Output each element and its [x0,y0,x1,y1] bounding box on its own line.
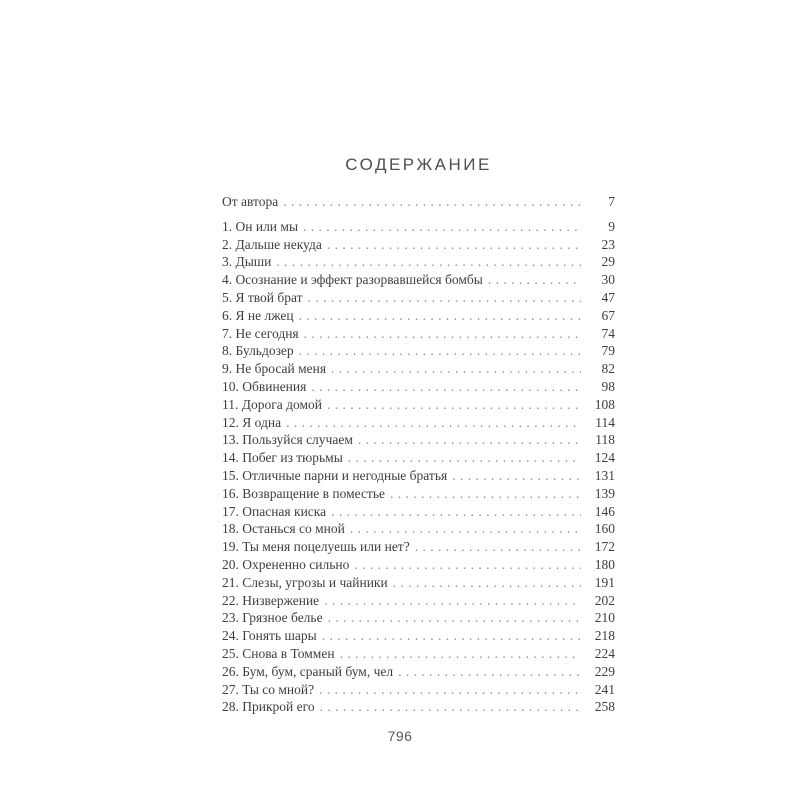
toc-row [222,681,615,699]
toc-row [222,645,615,663]
toc-row-preface [222,193,615,211]
dot-leader [286,414,581,432]
dot-leader [331,360,581,378]
dot-leader [398,663,581,681]
toc-entry-label: 1. Он или мы [222,218,299,234]
dot-leader [327,396,581,414]
toc-row [222,663,615,681]
toc-entry-page: 29 [601,254,615,270]
toc-row [222,449,615,467]
dot-leader [350,520,581,538]
toc-entry-label: От автора [222,194,279,209]
dot-leader [415,538,581,556]
dot-leader [304,325,581,343]
toc-row [222,485,615,503]
toc-entry-page: 258 [594,699,615,715]
toc-row [222,271,615,289]
toc-entry-label: 14. Побег из тюрьмы [222,450,343,466]
toc-entry-label: 20. Охрененно сильно [222,556,350,572]
toc-entry-label: 17. Опасная киска [222,503,327,519]
toc-entry-label: 25. Снова в Томмен [222,645,335,661]
toc-entry-page: 131 [594,467,615,483]
toc-entry-label: 7. Не сегодня [222,325,299,341]
toc-row [222,592,615,610]
toc-entry-label: 5. Я твой брат [222,289,303,305]
dot-leader [308,289,581,307]
toc-row [222,360,615,378]
dot-leader [354,556,581,574]
toc-entry-page: 229 [594,663,615,679]
toc-entry-page: 108 [594,396,615,412]
toc-row [222,414,615,432]
toc-entry-page: 124 [594,450,615,466]
toc-entry-page: 47 [601,289,615,305]
toc-entry-page: 98 [601,378,615,394]
toc-row [222,556,615,574]
toc-entry-label: 9. Не бросай меня [222,361,327,377]
toc-row [222,342,615,360]
toc-entry-label: 15. Отличные парни и негодные братья [222,467,448,483]
toc-entry-page: 218 [594,628,615,644]
toc-list [222,193,615,716]
toc-entry-label: 21. Слезы, угрозы и чайники [222,574,388,590]
toc-row [222,609,615,627]
toc-entry-page: 139 [594,485,615,501]
toc-entry-label: 24. Гонять шары [222,628,317,644]
toc-row [222,396,615,414]
dot-leader [340,645,581,663]
toc-entry-label: 28. Прикрой его [222,699,315,715]
dot-leader [283,193,581,211]
toc-entry-page: 79 [601,343,615,359]
toc-entry-label: 23. Грязное белье [222,610,323,626]
toc-entry-page: 7 [608,194,615,209]
dot-leader [320,698,581,716]
toc-entry-page: 114 [595,414,615,430]
dot-leader [299,307,581,325]
dot-leader [322,627,581,645]
toc-entry-label: 26. Бум, бум, сраный бум, чел [222,663,394,679]
toc-row [222,698,615,716]
dot-leader [324,592,581,610]
toc-entry-label: 3. Дыши [222,254,272,270]
toc-entry-label: 27. Ты со мной? [222,681,315,697]
toc-entry-label: 16. Возвращение в поместье [222,485,386,501]
toc-entry-page: 146 [594,503,615,519]
dot-leader [331,503,581,521]
page-number: 796 [387,728,413,744]
dot-leader [348,449,581,467]
toc-row [222,627,615,645]
dot-leader [452,467,581,485]
dot-leader [488,271,581,289]
toc-entry-page: 224 [594,645,615,661]
toc-entry-page: 118 [595,432,615,448]
toc-row [222,538,615,556]
dot-leader [393,574,581,592]
toc-row [222,307,615,325]
toc-entry-page: 180 [594,556,615,572]
toc-title: СОДЕРЖАНИЕ [345,155,492,174]
toc-row [222,378,615,396]
toc-entry-page: 23 [601,236,615,252]
dot-leader [276,253,581,271]
toc-chapters [222,218,615,716]
dot-leader [328,609,581,627]
toc-row [222,431,615,449]
toc-content [222,155,615,716]
toc-entry-label: 19. Ты меня поцелуешь или нет? [222,539,410,555]
toc-entry-label: 4. Осознание и эффект разорвавшейся бомбы [222,272,483,288]
toc-row [222,236,615,254]
dot-leader [319,681,581,699]
toc-row [222,289,615,307]
toc-entry-page: 82 [601,361,615,377]
toc-entry-page: 241 [594,681,615,697]
toc-entry-label: 11. Дорога домой [222,396,322,412]
dot-leader [311,378,581,396]
toc-row [222,503,615,521]
dot-leader [390,485,581,503]
toc-entry-label: 6. Я не лжец [222,307,294,323]
toc-entry-page: 74 [601,325,615,341]
dot-leader [327,236,581,254]
toc-entry-page: 210 [594,610,615,626]
toc-entry-label: 2. Дальше некуда [222,236,322,252]
dot-leader [299,342,581,360]
toc-entry-label: 10. Обвинения [222,378,307,394]
toc-entry-label: 18. Останься со мной [222,521,345,537]
toc-entry-label: 22. Низвержение [222,592,320,608]
toc-entry-page: 172 [594,539,615,555]
toc-entry-page: 191 [594,574,615,590]
toc-entry-label: 12. Я одна [222,414,282,430]
toc-row [222,467,615,485]
toc-entry-page: 9 [608,218,615,234]
toc-row [222,253,615,271]
toc-row [222,520,615,538]
toc-entry-page: 30 [601,272,615,288]
dot-leader [303,218,581,236]
toc-entry-label: 13. Пользуйся случаем [222,432,353,448]
toc-row [222,574,615,592]
toc-entry-label: 8. Бульдозер [222,343,294,359]
toc-entry-page: 202 [594,592,615,608]
toc-entry-page: 67 [601,307,615,323]
dot-leader [358,431,581,449]
toc-row [222,325,615,343]
toc-entry-page: 160 [594,521,615,537]
toc-row [222,218,615,236]
